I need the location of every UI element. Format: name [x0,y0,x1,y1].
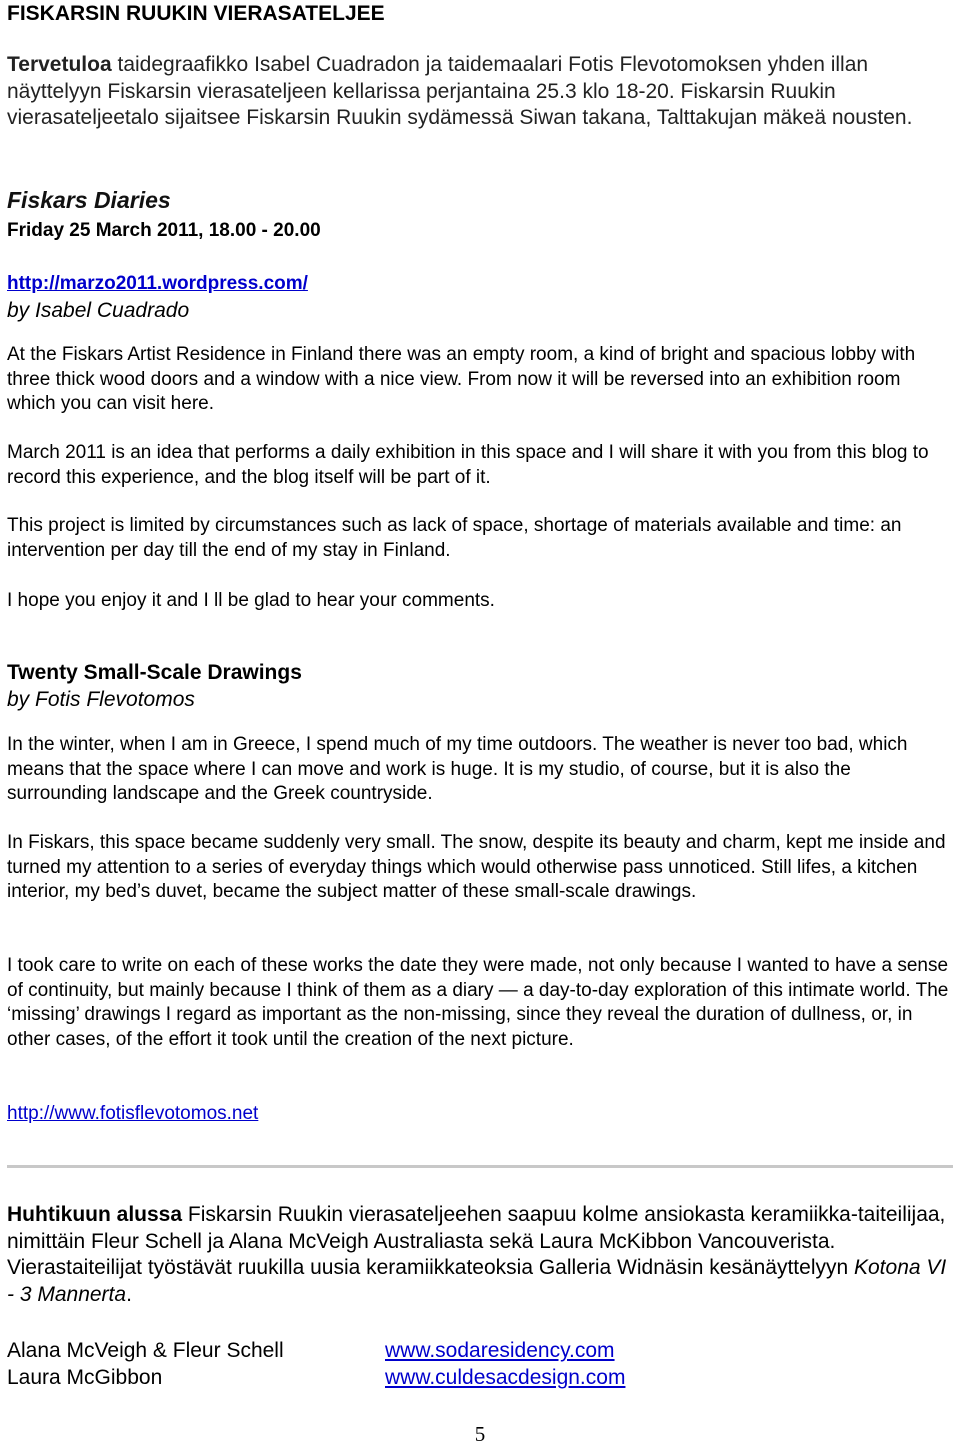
drawings-heading: Twenty Small-Scale Drawings [7,661,302,684]
contact-name: Alana McVeigh & Fleur Schell [7,1339,284,1362]
paragraph-march-2011: March 2011 is an idea that performs a daily exhibition in this space and I will share it with you from this blog to record this experience, and the blog itself will be part of it. [7,442,929,488]
fotis-url-container [7,1102,258,1126]
news-paragraph [7,1202,952,1308]
paragraph-fiskars-space: In Fiskars, this space became suddenly very small. The snow, despite its beauty and charm, kept me inside and turned my attention to a series of everyday things which would otherwise pass unnoticed. Still lifes, a kitchen interior, my bed’s duvet, became the subject matter of these small-scale drawings. [7,832,946,902]
intro-text: taidegraafikko Isabel Cuadradon ja taidemaalari Fotis Flevotomoksen yhden illan näyttelyyn Fiskarsin vierasateljeen kellarissa perjantaina 25.3 klo 18-20. Fiskarsin Ruukin vierasateljeetalo sijaitsee Fiskarsin Ruukin sydämessä Siwan takana, Talttakujan mäkeä nousten. [7,53,913,129]
paragraph-diary: I took care to write on each of these works the date they were made, not only because I wanted to have a sense of continuity, but mainly because I think of them as a diary — a day-to-day exploration of this intimate world. The ‘missing’ drawings I regard as important as the non-missing, since they reveal the duration of dullness, or, in other cases, of the effort it took until the creation of the next picture. [7,955,949,1050]
intro-paragraph [7,52,947,132]
paragraph-residence: At the Fiskars Artist Residence in Finland there was an empty room, a kind of bright and spacious lobby with three thick wood doors and a window with a nice view. From now it will be reversed into an exhibition room which you can visit here. [7,344,916,414]
contact-name: Laura McGibbon [7,1366,163,1389]
paragraph-greece: In the winter, when I am in Greece, I spend much of my time outdoors. The weather is never too bad, which means that the space where I can move and work is huge. It is my studio, of course, but it is also the surrounding landscape and the Greek countryside. [7,734,908,804]
culdesacdesign-link[interactable]: www.culdesacdesign.com [385,1366,626,1389]
fiskars-diaries-heading: Fiskars Diaries [7,187,171,213]
fotis-link[interactable]: http://www.fotisflevotomos.net [7,1103,259,1124]
paragraph-hope: I hope you enjoy it and I ll be glad to hear your comments. [7,590,495,611]
paragraph-project-limits: This project is limited by circumstances such as lack of space, shortage of materials available and time: an intervention per day till the end of my stay in Finland. [7,515,902,561]
contact-list [7,1337,707,1391]
news-text: Fiskarsin Ruukin vierasateljeehen saapuu kolme ansiokasta keramiikka-taiteilijaa, nimittäin Fleur Schell ja Alana McVeigh Australiasta sekä Laura McKibbon Vancouverista. Vierastaiteilijat työstävät ruukilla uusia keramiikkateoksia Galleria Widnäsin kesänäyttelyyn [7,1203,946,1279]
sodaresidency-link[interactable]: www.sodaresidency.com [385,1339,615,1362]
page-number: 5 [474,1422,486,1446]
news-lead: Huhtikuun alussa [7,1203,183,1226]
byline-isabel: by Isabel Cuadrado [7,299,190,322]
page-title: FISKARSIN RUUKIN VIERASATELJEE [7,2,385,25]
byline-fotis: by Fotis Flevotomos [7,688,195,711]
event-date: Friday 25 March 2011, 18.00 - 20.00 [7,220,321,241]
exhibition-title: Kotona VI - 3 Mannerta [7,1256,947,1306]
intro-lead: Tervetuloa [7,53,112,76]
blog-link[interactable]: http://marzo2011.wordpress.com/ [7,273,308,294]
section-divider [7,1165,953,1168]
news-end: . [126,1282,132,1306]
blog-url-container [7,272,308,296]
contact-row [7,1364,707,1391]
contact-row [7,1337,707,1364]
